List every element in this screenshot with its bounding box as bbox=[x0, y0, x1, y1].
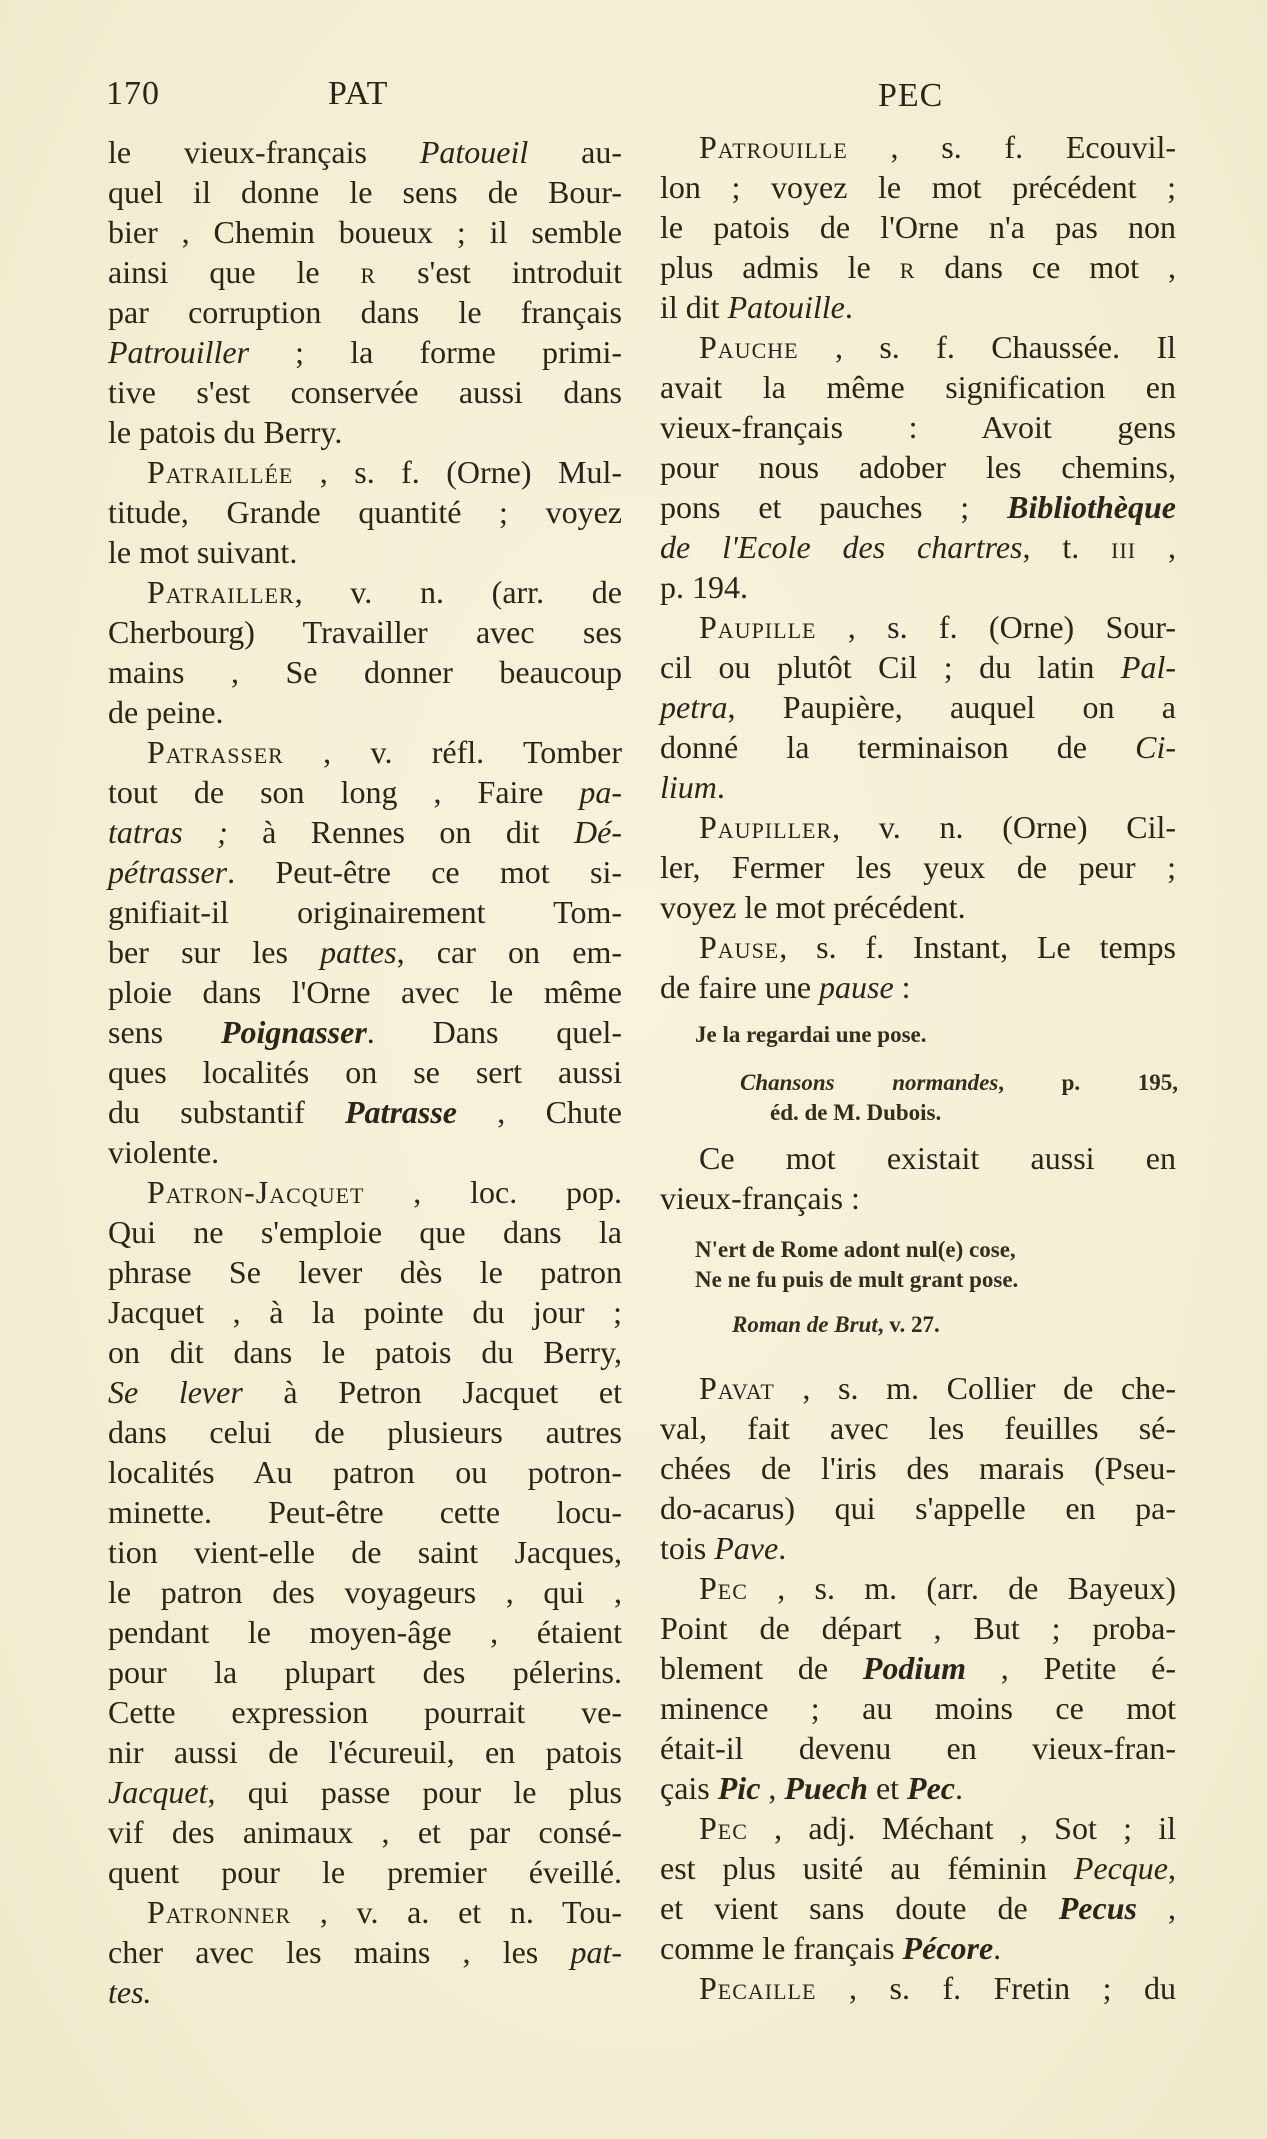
citation bbox=[732, 1310, 940, 1340]
italic-term: tes. bbox=[108, 1974, 152, 2010]
italic-term: Pic bbox=[717, 1770, 761, 1806]
headword: Pavat bbox=[699, 1370, 775, 1406]
text-line bbox=[108, 132, 622, 172]
text-run: , loc. pop. bbox=[364, 1174, 622, 1210]
italic-term: pat- bbox=[570, 1934, 622, 1970]
text-line bbox=[660, 927, 1176, 967]
italic-term: de l'Ecole des chartres bbox=[660, 529, 1023, 565]
headword: Pec bbox=[699, 1810, 748, 1846]
text-line bbox=[660, 527, 1176, 567]
headword: Pecaille bbox=[699, 1970, 817, 2006]
right-running-head: PEC bbox=[878, 77, 944, 114]
text-line bbox=[660, 1488, 1176, 1528]
text-line bbox=[108, 1452, 622, 1492]
text-run: Jacquet , à la pointe du jour ; bbox=[108, 1294, 622, 1330]
text-run: ploie dans l'Orne avec le même bbox=[108, 974, 622, 1010]
text-line bbox=[108, 932, 622, 972]
text-run: pons et pauches ; bbox=[660, 489, 1008, 525]
text-run: quel il donne le sens de Bour- bbox=[108, 174, 622, 210]
text-run: , bbox=[1136, 529, 1177, 565]
text-line bbox=[108, 1172, 622, 1212]
text-line bbox=[108, 1052, 622, 1092]
text-line bbox=[108, 572, 622, 612]
italic-term: Patrouiller bbox=[108, 334, 250, 370]
text-run: s'est introduit bbox=[376, 254, 623, 290]
text-run: . bbox=[954, 1770, 963, 1806]
text-run: Qui ne s'emploie que dans la bbox=[108, 1214, 622, 1250]
text-line bbox=[108, 452, 622, 492]
text-run: pour nous adober les chemins, bbox=[660, 449, 1176, 485]
text-line bbox=[108, 652, 622, 692]
text-line bbox=[660, 447, 1176, 487]
text-line bbox=[108, 1372, 622, 1412]
text-run: Point de départ , But ; proba- bbox=[660, 1610, 1176, 1646]
text-line bbox=[108, 492, 622, 532]
text-line bbox=[660, 727, 1176, 767]
text-run: . bbox=[716, 769, 725, 805]
text-line bbox=[108, 1612, 622, 1652]
text-run: bier , Chemin boueux ; il semble bbox=[108, 214, 622, 250]
text-run: . Dans quel- bbox=[366, 1014, 622, 1050]
italic-term: Podium bbox=[862, 1650, 966, 1686]
text-run: , car on em- bbox=[396, 934, 623, 970]
text-run: donné la terminaison de bbox=[660, 729, 1136, 765]
text-line bbox=[108, 1772, 622, 1812]
text-run: dans ce mot , bbox=[915, 249, 1177, 285]
text-line bbox=[108, 1972, 622, 2012]
text-line bbox=[660, 247, 1176, 287]
text-run: le mot suivant. bbox=[108, 534, 298, 570]
text-run: vieux-français : bbox=[660, 1180, 860, 1216]
text-run: : bbox=[893, 969, 911, 1005]
text-run: val, fait avec les feuilles sé- bbox=[660, 1410, 1176, 1446]
italic-term: petra bbox=[660, 689, 728, 725]
text-line bbox=[660, 1528, 1176, 1568]
text-run: , s. f. (Orne) Sour- bbox=[816, 609, 1176, 645]
text-run: ainsi que le bbox=[108, 254, 361, 290]
italic-term: pause bbox=[819, 969, 894, 1005]
text-run: violente. bbox=[108, 1134, 220, 1170]
text-run: le vieux-français bbox=[108, 134, 420, 170]
text-run: du substantif bbox=[108, 1094, 345, 1130]
headword: Patraillée bbox=[147, 454, 294, 490]
text-line bbox=[108, 1492, 622, 1532]
text-line bbox=[660, 1768, 1176, 1808]
text-run: do-acarus) qui s'appelle en pa- bbox=[660, 1490, 1176, 1526]
text-line bbox=[108, 1892, 622, 1932]
italic-term: Poignasser bbox=[220, 1014, 367, 1050]
text-run: phrase Se lever dès le patron bbox=[108, 1254, 622, 1290]
headword: r bbox=[360, 254, 377, 290]
text-line bbox=[108, 172, 622, 212]
text-line bbox=[108, 1852, 622, 1892]
text-line bbox=[108, 1412, 622, 1452]
text-run: plus admis le bbox=[660, 249, 900, 285]
text-line bbox=[108, 732, 622, 772]
headword: Pec bbox=[699, 1570, 748, 1606]
text-line bbox=[108, 1092, 622, 1132]
text-line bbox=[660, 1568, 1176, 1608]
text-line bbox=[660, 767, 1176, 807]
text-run: comme le français bbox=[660, 1930, 903, 1966]
text-line bbox=[660, 647, 1176, 687]
text-line bbox=[108, 852, 622, 892]
text-run: et vient sans doute de bbox=[660, 1890, 1059, 1926]
text-run: cil ou plutôt Cil ; du latin bbox=[660, 649, 1121, 685]
text-run: blement de bbox=[660, 1650, 863, 1686]
text-run: voyez le mot précédent. bbox=[660, 889, 966, 925]
italic-term: pa- bbox=[579, 774, 622, 810]
text-line bbox=[660, 1368, 1176, 1408]
text-run: le patron des voyageurs , qui , bbox=[108, 1574, 622, 1610]
text-run: à Petron Jacquet et bbox=[242, 1374, 622, 1410]
left-running-head: PAT bbox=[328, 75, 389, 112]
citation-edition: éd. de M. Dubois. bbox=[770, 1100, 942, 1125]
text-run: p. 194. bbox=[660, 569, 748, 605]
italic-term: Patrasse bbox=[345, 1094, 457, 1130]
text-run: ; la forme primi- bbox=[249, 334, 622, 370]
headword: Patronner bbox=[147, 1894, 292, 1930]
text-line bbox=[660, 567, 1176, 607]
text-line bbox=[660, 1848, 1176, 1888]
text-run: , s. f. (Orne) Mul- bbox=[293, 454, 622, 490]
text-line bbox=[108, 1132, 622, 1172]
text-line bbox=[108, 692, 622, 732]
text-run: est plus usité au féminin bbox=[660, 1850, 1074, 1886]
text-line bbox=[660, 1138, 1176, 1178]
text-run: localités Au patron ou potron- bbox=[108, 1454, 622, 1490]
text-run: le patois du Berry. bbox=[108, 414, 343, 450]
text-run: . bbox=[993, 1930, 1002, 1966]
verse-line: Ne ne fu puis de mult grant pose. bbox=[695, 1267, 1019, 1292]
text-run: , bbox=[760, 1770, 785, 1806]
text-line bbox=[108, 1932, 622, 1972]
text-run: de peine. bbox=[108, 694, 224, 730]
text-run: tive s'est conservée aussi dans bbox=[108, 374, 622, 410]
italic-term: pétrasser bbox=[108, 854, 228, 890]
text-line bbox=[660, 687, 1176, 727]
text-line bbox=[660, 367, 1176, 407]
italic-term: Ci- bbox=[1135, 729, 1176, 765]
headword: Paupiller bbox=[699, 809, 833, 845]
headword: Patron-Jacquet bbox=[147, 1174, 365, 1210]
text-line bbox=[660, 207, 1176, 247]
text-run: de faire une bbox=[660, 969, 820, 1005]
text-run: , bbox=[1168, 1850, 1176, 1886]
text-line bbox=[660, 1888, 1176, 1928]
text-run: , s. f. Chaussée. Il bbox=[798, 329, 1176, 365]
text-line bbox=[108, 332, 622, 372]
text-line bbox=[108, 1332, 622, 1372]
text-run: sens bbox=[108, 1014, 221, 1050]
text-line bbox=[108, 612, 622, 652]
text-run: , qui passe pour le plus bbox=[207, 1774, 622, 1810]
text-run: nir aussi de l'écureuil, en patois bbox=[108, 1734, 622, 1770]
italic-term: Pecque bbox=[1073, 1850, 1168, 1886]
text-line bbox=[108, 212, 622, 252]
text-line bbox=[108, 412, 622, 452]
headword: iii bbox=[1111, 529, 1137, 565]
text-line bbox=[660, 1408, 1176, 1448]
text-line bbox=[660, 167, 1176, 207]
text-line bbox=[108, 1652, 622, 1692]
quote-line: Je la regardai une pose. bbox=[695, 1022, 927, 1047]
text-line bbox=[108, 292, 622, 332]
text-line bbox=[660, 127, 1176, 167]
text-line bbox=[108, 1732, 622, 1772]
verse-line: N'ert de Rome adont nul(e) cose, bbox=[695, 1237, 1016, 1262]
text-line bbox=[108, 1532, 622, 1572]
text-run: au- bbox=[528, 134, 623, 170]
italic-term: Pécore bbox=[902, 1930, 994, 1966]
text-run: , s. m. Collier de che- bbox=[774, 1370, 1176, 1406]
text-run: chées de l'iris des marais (Pseu- bbox=[660, 1450, 1176, 1486]
text-run: pour la plupart des pélerins. bbox=[108, 1654, 622, 1690]
text-run: , t. bbox=[1022, 529, 1112, 565]
text-line bbox=[660, 807, 1176, 847]
text-line bbox=[660, 327, 1176, 367]
italic-term: Pave bbox=[714, 1530, 779, 1566]
text-run: lon ; voyez le mot précédent ; bbox=[660, 169, 1176, 205]
text-run: gnifiait-il originairement Tom- bbox=[108, 894, 622, 930]
text-run: , v. réfl. Tomber bbox=[283, 734, 622, 770]
text-run: tois bbox=[660, 1530, 715, 1566]
page-number: 170 bbox=[106, 75, 160, 112]
text-line bbox=[660, 847, 1176, 887]
text-run: tout de son long , Faire bbox=[108, 774, 580, 810]
text-line bbox=[108, 532, 622, 572]
italic-term: Pal- bbox=[1120, 649, 1176, 685]
text-line bbox=[660, 1648, 1176, 1688]
headword: Patrasser bbox=[147, 734, 284, 770]
text-run: ber sur les bbox=[108, 934, 321, 970]
headword: Patrouille bbox=[699, 129, 848, 165]
text-run: çais bbox=[660, 1770, 718, 1806]
headword: Pauche bbox=[699, 329, 799, 365]
text-run: ler, Fermer les yeux de peur ; bbox=[660, 849, 1176, 885]
text-run: titude, Grande quantité ; voyez bbox=[108, 494, 622, 530]
text-line bbox=[660, 967, 1176, 1007]
text-line bbox=[108, 812, 622, 852]
text-run: Cherbourg) Travailler avec ses bbox=[108, 614, 622, 650]
italic-term: Jacquet bbox=[108, 1774, 208, 1810]
text-run: Cette expression pourrait ve- bbox=[108, 1694, 622, 1730]
text-line bbox=[660, 407, 1176, 447]
text-run: à Rennes on dit bbox=[227, 814, 575, 850]
text-line bbox=[108, 1012, 622, 1052]
text-line bbox=[108, 1252, 622, 1292]
text-line bbox=[660, 287, 1176, 327]
text-run: vieux-français : Avoit gens bbox=[660, 409, 1176, 445]
italic-term: Pecus bbox=[1058, 1890, 1137, 1926]
text-line bbox=[660, 1448, 1176, 1488]
italic-term: Se lever bbox=[108, 1374, 243, 1410]
text-run: ques localités on se sert aussi bbox=[108, 1054, 622, 1090]
text-line bbox=[108, 372, 622, 412]
text-run: on dit dans le patois du Berry, bbox=[108, 1334, 622, 1370]
text-run: , s. f. Fretin ; du bbox=[816, 1970, 1176, 2006]
italic-term: Puech bbox=[784, 1770, 868, 1806]
text-run: dans celui de plusieurs autres bbox=[108, 1414, 622, 1450]
text-run: minette. Peut-être cette locu- bbox=[108, 1494, 622, 1530]
text-run: il dit bbox=[660, 289, 728, 325]
text-line bbox=[108, 1212, 622, 1252]
text-run: , s. m. (arr. de Bayeux) bbox=[747, 1570, 1176, 1606]
italic-term: pattes bbox=[320, 934, 397, 970]
headword: r bbox=[899, 249, 916, 285]
text-run: Ce mot existait aussi en bbox=[699, 1140, 1176, 1176]
text-line bbox=[108, 1692, 622, 1732]
italic-term: lium bbox=[660, 769, 717, 805]
text-run: , bbox=[1136, 1890, 1177, 1926]
text-line bbox=[660, 887, 1176, 927]
text-run: avait la même signification en bbox=[660, 369, 1176, 405]
text-run: pendant le moyen-âge , étaient bbox=[108, 1614, 622, 1650]
text-run: , v. 27. bbox=[877, 1312, 940, 1337]
text-run: , s. f. Instant, Le temps bbox=[779, 929, 1176, 965]
text-run: vif des animaux , et par consé- bbox=[108, 1814, 622, 1850]
headword: Patrailler bbox=[147, 574, 295, 610]
text-run: , v. a. et n. Tou- bbox=[291, 1894, 622, 1930]
italic-term: tatras ; bbox=[108, 814, 228, 850]
text-line bbox=[108, 972, 622, 1012]
text-line bbox=[660, 1688, 1176, 1728]
text-run: , v. n. (arr. de bbox=[294, 574, 622, 610]
text-run: cher avec les mains , les bbox=[108, 1934, 571, 1970]
headword: Pause bbox=[699, 929, 780, 965]
headword: Paupille bbox=[699, 609, 817, 645]
text-run: minence ; au moins ce mot bbox=[660, 1690, 1176, 1726]
text-run: , s. f. Ecouvil- bbox=[847, 129, 1176, 165]
text-run: . Peut-être ce mot si- bbox=[227, 854, 622, 890]
text-line bbox=[108, 892, 622, 932]
text-line bbox=[108, 1572, 622, 1612]
text-line bbox=[660, 487, 1176, 527]
text-run: . bbox=[844, 289, 853, 325]
text-run: . bbox=[778, 1530, 787, 1566]
text-run: , v. n. (Orne) Cil- bbox=[832, 809, 1176, 845]
text-line bbox=[108, 772, 622, 812]
text-run: tion vient-elle de saint Jacques, bbox=[108, 1534, 622, 1570]
citation bbox=[740, 1068, 1178, 1098]
text-run: était-il devenu en vieux-fran- bbox=[660, 1730, 1176, 1766]
text-run: par corruption dans le français bbox=[108, 294, 622, 330]
text-run: quent pour le premier éveillé. bbox=[108, 1854, 622, 1890]
text-line bbox=[660, 1928, 1176, 1968]
text-run: , p. 195, bbox=[998, 1070, 1179, 1095]
text-line bbox=[108, 252, 622, 292]
text-run: , Petite é- bbox=[965, 1650, 1177, 1686]
italic-term: Bibliothèque bbox=[1007, 489, 1176, 525]
text-run: , Chute bbox=[457, 1094, 622, 1130]
italic-term: Dé- bbox=[574, 814, 623, 850]
text-run: mains , Se donner beaucoup bbox=[108, 654, 622, 690]
italic-term: Roman de Brut bbox=[732, 1312, 878, 1337]
text-line bbox=[660, 1608, 1176, 1648]
text-line bbox=[660, 607, 1176, 647]
text-line bbox=[660, 1728, 1176, 1768]
text-run: , adj. Méchant , Sot ; il bbox=[747, 1810, 1176, 1846]
italic-term: Patoueil bbox=[419, 134, 529, 170]
text-line bbox=[108, 1812, 622, 1852]
italic-term: Pec bbox=[907, 1770, 955, 1806]
text-run: et bbox=[867, 1770, 908, 1806]
text-run: le patois de l'Orne n'a pas non bbox=[660, 209, 1176, 245]
text-line bbox=[108, 1292, 622, 1332]
text-run: , Paupière, auquel on a bbox=[727, 689, 1176, 725]
text-line bbox=[660, 1808, 1176, 1848]
text-line bbox=[660, 1968, 1176, 2008]
text-line bbox=[660, 1178, 1176, 1218]
italic-term: Patouille bbox=[727, 289, 845, 325]
italic-term: Chansons normandes bbox=[740, 1070, 999, 1095]
